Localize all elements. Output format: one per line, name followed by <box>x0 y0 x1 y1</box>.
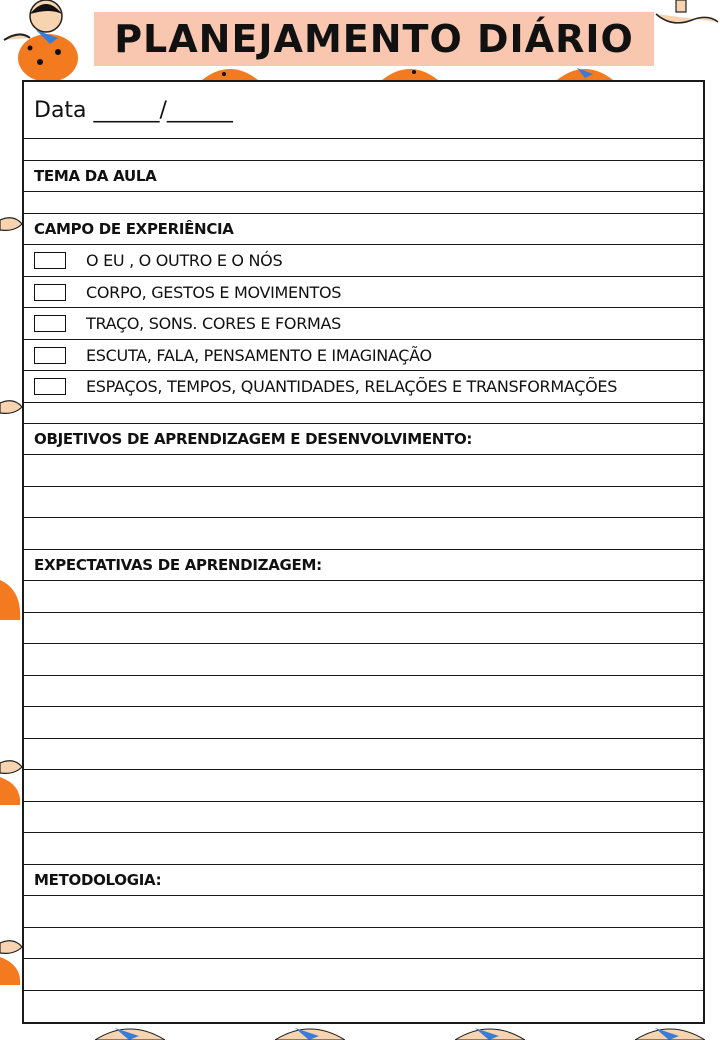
planning-form <box>22 80 705 1024</box>
option-label: CORPO, GESTOS E MOVIMENTOS <box>86 282 342 302</box>
blank-line[interactable] <box>24 139 703 161</box>
answer-line[interactable] <box>24 802 703 834</box>
campo-option[interactable] <box>24 308 703 340</box>
cartoon-hand-icon <box>0 212 24 242</box>
tema-answer-line[interactable] <box>24 192 703 214</box>
page-title: PLANEJAMENTO DIÁRIO <box>114 17 634 61</box>
title-banner <box>94 12 654 66</box>
cartoon-character-icon <box>652 0 720 30</box>
campo-header-row <box>24 214 703 246</box>
option-label: O EU , O OUTRO E O NÓS <box>86 251 283 271</box>
answer-line[interactable] <box>24 487 703 519</box>
option-checkbox[interactable] <box>34 347 66 364</box>
cartoon-character-icon <box>275 1022 345 1040</box>
answer-line[interactable] <box>24 896 703 928</box>
answer-line[interactable] <box>24 676 703 708</box>
answer-line[interactable] <box>24 455 703 487</box>
cartoon-character-icon <box>95 1022 165 1040</box>
cartoon-hand-icon <box>0 755 24 805</box>
metodologia-row <box>24 865 703 897</box>
answer-line[interactable] <box>24 928 703 960</box>
option-checkbox[interactable] <box>34 284 66 301</box>
expectativas-label: EXPECTATIVAS DE APRENDIZAGEM: <box>34 555 322 574</box>
answer-line[interactable] <box>24 833 703 865</box>
answer-line[interactable] <box>24 644 703 676</box>
answer-line[interactable] <box>24 613 703 645</box>
expectativas-row <box>24 550 703 582</box>
option-label: ESCUTA, FALA, PENSAMENTO E IMAGINAÇÃO <box>86 345 432 365</box>
campo-label: CAMPO DE EXPERIÊNCIA <box>34 220 234 239</box>
campo-option[interactable] <box>24 277 703 309</box>
cartoon-character-icon <box>455 1022 525 1040</box>
cartoon-hand-icon <box>0 935 24 985</box>
option-label: ESPAÇOS, TEMPOS, QUANTIDADES, RELAÇÕES E TRANSFORMAÇÕES <box>86 377 618 397</box>
option-checkbox[interactable] <box>34 252 66 269</box>
answer-line[interactable] <box>24 739 703 771</box>
answer-line[interactable] <box>24 770 703 802</box>
answer-line[interactable] <box>24 959 703 991</box>
cartoon-character-icon <box>635 1022 705 1040</box>
date-label: Data ______/______ <box>34 97 233 123</box>
campo-option[interactable] <box>24 340 703 372</box>
answer-line[interactable] <box>24 518 703 550</box>
option-label: TRAÇO, SONS. CORES E FORMAS <box>86 314 342 334</box>
cartoon-hand-icon <box>0 395 24 425</box>
option-checkbox[interactable] <box>34 378 66 395</box>
cartoon-character-icon <box>0 0 90 80</box>
campo-option[interactable] <box>24 245 703 277</box>
answer-line[interactable] <box>24 991 703 1022</box>
blank-line[interactable] <box>24 403 703 424</box>
metodologia-label: METODOLOGIA: <box>34 870 162 889</box>
option-checkbox[interactable] <box>34 315 66 332</box>
objetivos-row <box>24 424 703 456</box>
cartoon-body-icon <box>0 580 22 620</box>
tema-label: TEMA DA AULA <box>34 166 157 185</box>
answer-line[interactable] <box>24 707 703 739</box>
answer-line[interactable] <box>24 581 703 613</box>
objetivos-label: OBJETIVOS DE APRENDIZAGEM E DESENVOLVIMENTO: <box>34 429 473 448</box>
campo-option[interactable] <box>24 371 703 403</box>
tema-row <box>24 161 703 193</box>
date-row[interactable] <box>24 82 703 139</box>
